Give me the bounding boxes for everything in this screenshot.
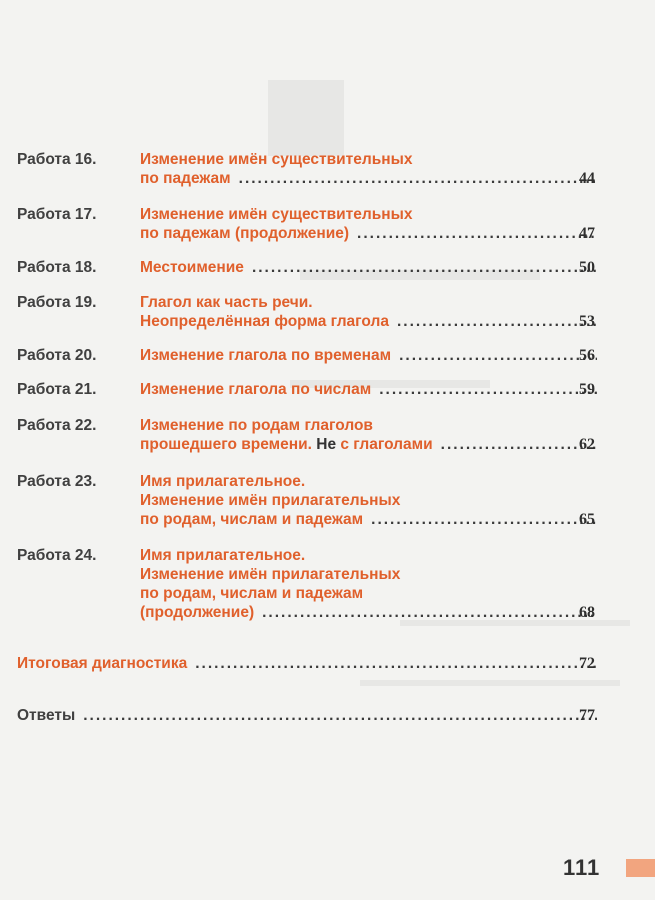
leader-dots (252, 258, 597, 277)
toc-entry-title: по падежам (140, 170, 231, 187)
toc-entry-label: Работа 17. (17, 206, 97, 223)
toc-page-number: 44 (579, 170, 595, 187)
toc-page-number: 47 (579, 225, 595, 242)
leader-dots (357, 224, 597, 243)
page-tab-bar (626, 859, 655, 877)
toc-entry-label: Работа 18. (17, 259, 97, 276)
toc-entry-label: Работа 16. (17, 151, 97, 168)
leader-dots (379, 380, 597, 399)
toc-entry-title: по родам, числам и падежам (140, 511, 364, 528)
leader-dots (397, 312, 597, 331)
toc-entry-title: по родам, числам и падежам (140, 585, 364, 602)
toc-entry-title: Изменение имён существительных (140, 151, 413, 168)
toc-entry-title: прошедшего времени. (140, 436, 312, 453)
toc-entry-label: Работа 20. (17, 347, 97, 364)
toc-page-number: 77 (579, 707, 595, 724)
toc-entry-title: Изменение глагола по числам (140, 381, 372, 398)
leader-dots (441, 435, 597, 454)
toc-entry-title: Изменение имён прилагательных (140, 492, 401, 509)
show-through-qr (268, 80, 344, 156)
leader-dots (83, 706, 597, 725)
toc-page-number: 68 (579, 604, 595, 621)
toc-entry-title: Изменение имён прилагательных (140, 566, 401, 583)
toc-entry-label: Работа 19. (17, 294, 97, 311)
toc-entry-title: Глагол как часть речи. (140, 294, 313, 311)
toc-entry-title: Имя прилагательное. (140, 547, 306, 564)
leader-dots (239, 169, 597, 188)
toc-page-number: 56 (579, 347, 595, 364)
page-number: 111 (563, 855, 601, 880)
toc-entry-title: Неопределённая форма глагола (140, 313, 389, 330)
leader-dots (262, 603, 597, 622)
toc-entry-title: Ответы (17, 707, 76, 724)
toc-entry-title: Изменение глагола по временам (140, 347, 392, 364)
toc-page-number: 59 (579, 381, 595, 398)
toc-page-number: 72 (579, 655, 595, 672)
leader-dots (371, 510, 597, 529)
toc-entry-label: Работа 23. (17, 473, 97, 490)
toc-page-number: 65 (579, 511, 595, 528)
toc-entry-title: Имя прилагательное. (140, 473, 306, 490)
toc-page-number: 53 (579, 313, 595, 330)
toc-entry-title: Изменение по родам глаголов (140, 417, 373, 434)
leader-dots (195, 654, 597, 673)
leader-dots (399, 346, 597, 365)
toc-entry-label: Работа 24. (17, 547, 97, 564)
toc-entry-title: Изменение имён существительных (140, 206, 413, 223)
toc-entry-title: с глаголами (336, 436, 433, 453)
toc-entry-label: Работа 22. (17, 417, 97, 434)
toc-entry-title: (продолжение) (140, 604, 255, 621)
toc-entry-title: Местоимение (140, 259, 244, 276)
show-through-text (360, 680, 620, 686)
toc-page-number: 62 (579, 436, 595, 453)
toc-page-number: 50 (579, 259, 595, 276)
toc-entry-label: Работа 21. (17, 381, 97, 398)
toc-entry-title-emphasis: Не (311, 436, 337, 453)
toc-entry-title: Итоговая диагностика (17, 655, 188, 672)
toc-entry-title: по падежам (продолжение) (140, 225, 350, 242)
